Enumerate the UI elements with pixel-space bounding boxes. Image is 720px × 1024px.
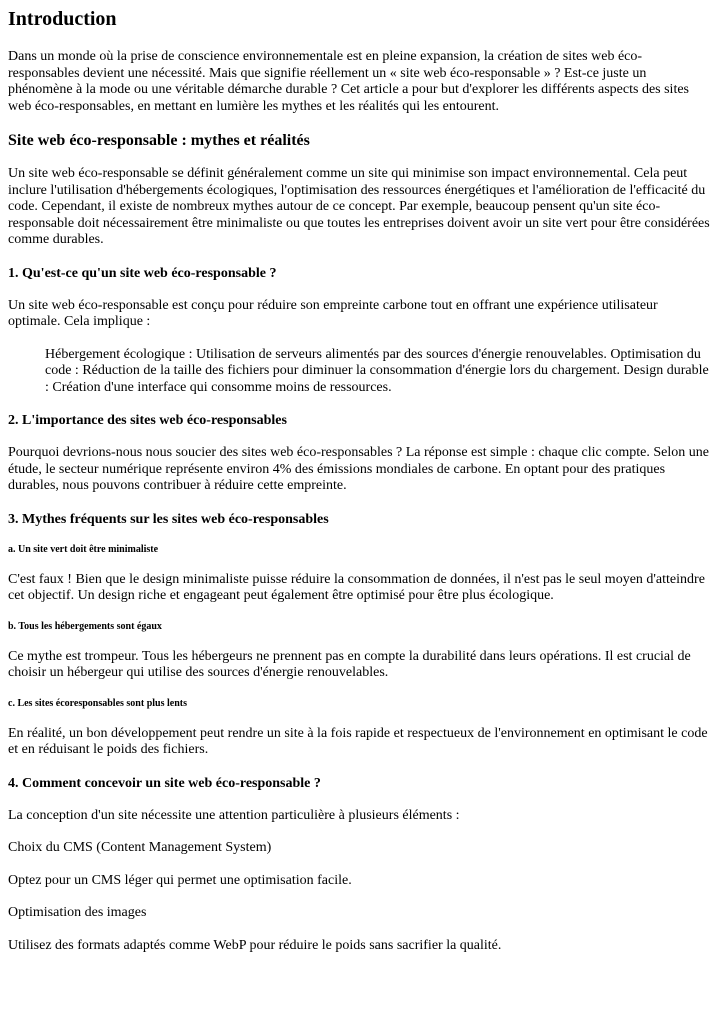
myth-c-heading: c. Les sites écoresponsables sont plus lents [8,697,187,709]
section-4-heading: 4. Comment concevoir un site web éco-responsable ? [8,775,321,791]
section-1-paragraph: Un site web éco-responsable est conçu pour réduire son empreinte carbone tout en offrant une expérience utilisateur optimale. Cela implique : [8,297,658,329]
section-4-paragraph: La conception d'un site nécessite une attention particulière à plusieurs éléments : [8,807,460,823]
myth-a-heading: a. Un site vert doit être minimaliste [8,543,159,555]
section-2-heading: 2. L'importance des sites web éco-responsables [8,413,287,428]
myth-b-heading: b. Tous les hébergements sont égaux [8,620,162,632]
section-main-paragraph: Un site web éco-responsable se définit généralement comme un site qui minimise son impact environnemental. Cela peut inclure l'utilisation d'hébergements écologiques, l'optimisation des ressources énergétiques et l'amélioration de l'efficacité du code. Cependant, il existe de nombreux mythes autour de ce concept. Par exemple, beaucoup pensent qu'un site éco-responsable doit nécessairement être minimaliste ou que toutes les entreprises doivent avoir un site vert pour être considérées comme durables. [8,166,710,247]
myth-c-paragraph: En réalité, un bon développement peut rendre un site à la fois rapide et respectueux de l'environnement en optimisant le code et en réduisant le poids des fichiers. [8,725,708,757]
section-3-heading: 3. Mythes fréquents sur les sites web éco-responsables [8,511,329,527]
image-optimization-paragraph: Utilisez des formats adaptés comme WebP pour réduire le poids sans sacrifier la qualité. [8,937,502,953]
myth-a-paragraph: C'est faux ! Bien que le design minimaliste puisse réduire la consommation de données, il n'est pas le seul moyen d'atteindre cet objectif. Un design riche et engageant peut également être optimisé pour être plus écologique. [8,571,705,603]
myth-b-paragraph: Ce mythe est trompeur. Tous les hébergeurs ne prennent pas en compte la durabilité dans leurs opérations. Il est crucial de choisir un hébergeur qui utilise des sources d'énergie renouvelables. [8,648,691,680]
section-main-heading: Site web éco-responsable : mythes et réalités [8,132,310,149]
article [0,7,720,954]
section-1-heading: 1. Qu'est-ce qu'un site web éco-responsable ? [8,265,277,281]
cms-choice-paragraph: Optez pour un CMS léger qui permet une optimisation facile. [8,872,352,888]
page-title: Introduction [8,8,117,30]
section-1-blockquote: Hébergement écologique : Utilisation de serveurs alimentés par des sources d'énergie renouvelables. Optimisation du code : Réduction de la taille des fichiers pour diminuer la consommation d'énergie lors du chargement. Design durable : Création d'une interface qui consomme moins de ressources. [45,346,709,395]
image-optimization-label: Optimisation des images [8,905,147,920]
cms-choice-label: Choix du CMS (Content Management System) [8,840,272,855]
intro-paragraph: Dans un monde où la prise de conscience environnementale est en pleine expansion, la création de sites web éco-responsables devient une nécessité. Mais que signifie réellement un « site web éco-responsable » ? Est-ce juste un phénomène à la mode ou une véritable démarche durable ? Cet article a pour but d'explorer les différents aspects des sites web éco-responsables, en mettant en lumière les mythes et les réalités qui les entourent. [8,49,690,114]
section-2-paragraph: Pourquoi devrions-nous nous soucier des sites web éco-responsables ? La réponse est simple : chaque clic compte. Selon une étude, le secteur numérique représente environ 4% des émissions mondiales de carbone. En optant pour des pratiques durables, nous pouvons contribuer à réduire cette empreinte. [8,445,709,493]
